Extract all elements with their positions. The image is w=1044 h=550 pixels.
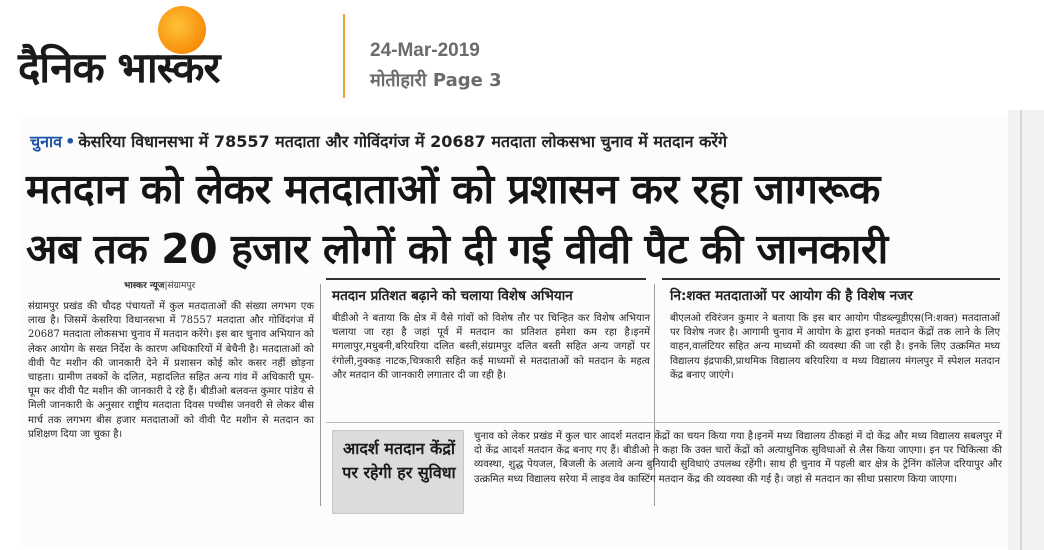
- section-a-heading: मतदान प्रतिशत बढ़ाने को चलाया विशेष अभियान: [332, 288, 573, 304]
- section-a-top-rule: [326, 278, 646, 280]
- newspaper-logo: [18, 4, 348, 104]
- callout-heading: आदर्श मतदान केंद्रों पर रहेगी हर सुविधा: [342, 439, 456, 482]
- section-b-heading: नि:शक्त मतदाताओं पर आयोग की है विशेष नजर: [670, 288, 913, 304]
- article-clipping: [20, 116, 1008, 546]
- byline-place: |संग्रामपुर: [164, 281, 196, 291]
- section-divider: [326, 422, 1000, 423]
- masthead: [0, 0, 1044, 108]
- edition-date: 24-Mar-2019: [370, 40, 480, 61]
- section-b-top-rule: [662, 278, 1000, 280]
- masthead-divider: [343, 14, 345, 98]
- kicker-line: [30, 130, 727, 152]
- callout-paragraph: चुनाव को लेकर प्रखंड में कुल चार आदर्श मतदान केंद्रों का चयन किया गया है।इनमें मध्य विद्यालय ठीकहां में दो केंद्र और मध्य विद्यालय सबलपुर में दो केंद्र आदर्श मतदान केंद्र बनाए गए हैं। बीडीओ ने कहा कि उक्त चारों केंद्रों को अत्याधुनिक सुविधाओं से लैस किया जाएगा। इन पर चिकित्सा की व्यवस्था, शुद्ध पेयजल, बिजली के अलावे अन्य बुनियादी सुविधाएं उपलब्ध रहेंगी। साथ ही चुनाव में पहली बार क्षेत्र के ट्रेनिंग कॉलेज दरियापुर और उत्क्रमित मध्य विद्यालय सरेया में लाइव वेब कास्टिंग मतदान केंद्र की व्यवस्था की गई है। जहां से मतदान का सीधा प्रसारण किया जाएगा।: [474, 431, 1002, 485]
- kicker-dot: •: [65, 132, 76, 151]
- callout-box: [332, 430, 464, 514]
- lead-paragraph: संग्रामपुर प्रखंड की चौदह पंचायतों में कुल मतदाताओं की संख्या लगभग एक लाख है। जिसमें केसरिया विधानसभा में 78557 मतदाता और गोविंदगंज में 20687 मतदाता लोकसभा चुनाव में मतदान करेंगे। इस बार चुनाव अभियान को लेकर आयोग के सख्त निर्देश के कारण अधिकारियों में बेचैनी है। मतदाताओं को वीवी पैट मशीन की जानकारी देने में प्रशासन कोई कोर कसर नहीं छोड़ना चाहता। ग्रामीण तबकों के दलित, महादलित सहित अन्य गांव में अधिकारी घूम-घूम कर वीवी पैट मशीन की जानकारी दे रहे हैं। बीडीओ बलवन्त कुमार पांडेय से मिली जानकारी के अनुसार राष्ट्रीय मतदाता दिवस पच्चीस जनवरी से लेकर बीस मार्च तक लगभग बीस हजार मतदाताओं को वीवी पैट मशीन से मतदान का प्रशिक्षण दिया जा चुका है।: [28, 301, 315, 440]
- edition-page: मोतीहारी Page 3: [370, 70, 502, 91]
- headline-line-1: मतदान को लेकर मतदाताओं को प्रशासन कर रहा जागरूक: [26, 165, 880, 213]
- column-rule-left: [320, 284, 321, 506]
- kicker-tag: चुनाव: [30, 132, 63, 151]
- section-b-paragraph: बीएलओ रविरंजन कुमार ने बताया कि इस बार आयोग पीडब्ल्यूडीएस(नि:शक्त) मतदाताओं पर विशेष नजर है। आगामी चुनाव में आयोग के द्वारा इनको मतदान केंद्रों तक लाने के लिए वाहन,वालंटियर सहित अन्य माध्यमों की व्यवस्था की जा रही है। इनके लिए उत्क्रमित मध्य विद्यालय इंद्रपाकी,प्राथमिक विद्यालय बरियरिया व मध्य विद्यालय मंगलपुर में स्पेशल मतदान केंद्र बनाए जाएंगे।: [670, 313, 1000, 381]
- byline: [124, 278, 195, 291]
- clip-margin: [1008, 110, 1044, 550]
- byline-source: भास्कर न्यूज: [124, 281, 165, 291]
- kicker-text: केसरिया विधानसभा में 78557 मतदाता और गोविंदगंज में 20687 मतदाता लोकसभा चुनाव में मतदान करेंगे: [78, 132, 727, 151]
- clip-edge: [1020, 110, 1022, 550]
- headline-line-2: अब तक 20 हजार लोगों को दी गई वीवी पैट की जानकारी: [26, 225, 888, 273]
- logo-text: दैनिक भास्कर: [18, 43, 220, 92]
- section-a-paragraph: बीडीओ ने बताया कि क्षेत्र में वैसे गांवों को विशेष तौर पर चिन्हित कर विशेष अभियान चलाया जा रहा है जहां पूर्व में मतदान का प्रतिशत हमेशा कम रहा है।इनमें मगलापुर,मधुबनी,बरियरिया दलित बस्ती,संग्रामपुर दलित बस्ती सहित अन्य जगहों पर रंगोली,नुक्कड़ नाटक,चित्रकारी सहित कई माध्यमों से मतदाताओं को मतदान के महत्व और मतदान की जानकारी लगातार दी जा रही है।: [332, 313, 650, 381]
